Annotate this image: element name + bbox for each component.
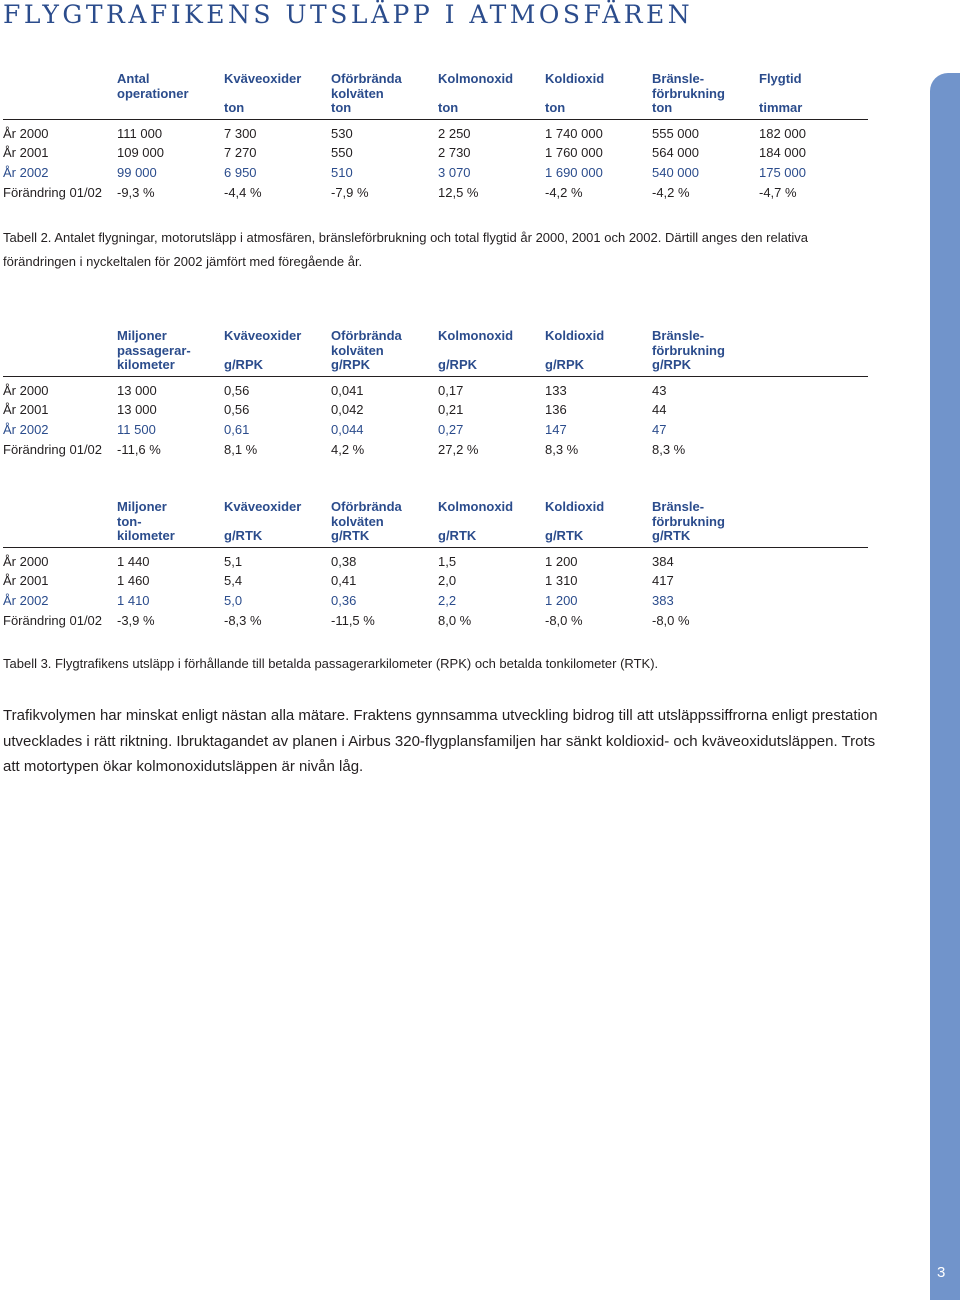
table-row [3,143,868,163]
table-cell: 550 [331,145,353,161]
table-cell: 12,5 % [438,184,479,200]
table-cell: 0,56 [224,382,250,398]
header-row [3,329,868,376]
table-cell: -4,2 % [652,184,690,200]
column-header [438,500,545,547]
table-cell: 3 070 [438,164,471,180]
header-row [3,72,868,119]
row-label: År 2001 [3,573,49,589]
table-cell: 1,5 [438,553,457,569]
column-header-line2 [545,87,652,102]
column-header-line2: kolväten [331,513,384,529]
column-header-line3: g/RPK [652,357,691,372]
table-cell [759,611,868,631]
table-cell: 111 000 [117,125,163,141]
column-header [117,500,224,547]
column-header-line3: g/RPK [438,357,477,372]
column-header-line1: Miljoner [117,328,167,343]
table-cell: 44 [652,402,667,418]
table-cell: -3,9 % [117,612,155,628]
column-header-line2 [224,515,331,530]
column-header-line2 [438,87,545,102]
table-cell: 4,2 % [331,441,365,457]
column-header-line1: Miljoner [117,499,167,514]
column-header-line2 [545,515,652,530]
table-cell: 5,4 [224,573,243,589]
column-header-line3: kilometer [117,528,175,543]
table-cell: 2,2 [438,592,457,608]
header-cell-blank [3,329,117,376]
column-header-line3: g/RPK [224,357,263,372]
table-cell: 530 [331,125,353,141]
table-cell: 0,27 [438,421,464,437]
table-cell: 0,56 [224,402,250,418]
column-header-line2: förbrukning [652,342,725,358]
table-cell [759,591,868,611]
table-cell: -4,7 % [759,184,797,200]
table-cell: 43 [652,382,667,398]
column-header-line1: Flygtid [759,71,802,86]
table-cell: 13 000 [117,382,157,398]
column-header [224,72,331,119]
column-header [438,329,545,376]
column-header [224,500,331,547]
table-cell: 5,0 [224,592,243,608]
column-header [224,329,331,376]
table-cell: 1 200 [545,592,578,608]
table-cell: 555 000 [652,125,699,141]
column-header-line1: Kolmonoxid [438,499,514,514]
table-cell: 2,0 [438,573,457,589]
row-label: År 2000 [3,553,49,569]
column-header-line2 [438,515,545,530]
table-cell: 2 250 [438,125,471,141]
column-header-line3: g/RTK [438,528,477,543]
column-header-line3 [117,101,224,116]
table-row [3,571,868,591]
table-cell [759,440,868,460]
column-header-line1: Koldioxid [545,499,605,514]
column-header-line3: g/RTK [331,528,370,543]
table-cell: 8,1 % [224,441,258,457]
table-cell: 1 760 000 [545,145,603,161]
table-cell: 540 000 [652,164,699,180]
row-label: År 2002 [3,164,49,180]
table-row [3,440,868,460]
table-cell: 2 730 [438,145,471,161]
row-label: År 2000 [3,125,49,141]
table-cell: 147 [545,421,567,437]
table-cell: 1 410 [117,592,150,608]
table-cell: 564 000 [652,145,699,161]
table-row [3,611,868,631]
column-header-line1: Bränsle- [652,499,705,514]
table-cell [759,376,868,400]
table-cell: 417 [652,573,674,589]
column-header-line3: g/RTK [224,528,263,543]
table-cell: -11,6 % [117,441,161,457]
column-header-line3: g/RPK [331,357,370,372]
table-row [3,420,868,440]
column-header-line2 [224,344,331,359]
table-cell: 8,0 % [438,612,472,628]
table-cell: 510 [331,164,353,180]
table-cell: 0,41 [331,573,357,589]
table-row [3,591,868,611]
table-row [3,183,868,203]
column-header-line3: ton [331,100,352,115]
table-cell: 1 690 000 [545,164,603,180]
column-header-line1: Bränsle- [652,328,705,343]
column-header [438,72,545,119]
table-cell: 175 000 [759,164,806,180]
column-header-line2: passagerar- [117,342,191,358]
column-header-line2: operationer [117,85,189,101]
table-cell: 0,042 [331,402,364,418]
column-header-line3: kilometer [117,357,175,372]
table-row [3,376,868,400]
table-cell: 5,1 [224,553,243,569]
column-header-line2 [224,87,331,102]
table-cell: -7,9 % [331,184,369,200]
column-header-line1: Bränsle- [652,71,705,86]
header-cell-blank [759,500,868,547]
table-cell: 0,61 [224,421,250,437]
column-header-line3: g/RTK [652,528,691,543]
table-cell: -11,5 % [331,612,375,628]
table-3-rpk [3,329,868,459]
column-header [759,72,868,119]
table-2 [3,72,868,202]
column-header-line3: ton [224,100,245,115]
column-header [652,72,759,119]
table-cell: -8,3 % [224,612,262,628]
table-cell: 1 310 [545,573,578,589]
header-row [3,500,868,547]
side-accent-bar [930,73,960,1300]
column-header-line2: förbrukning [652,513,725,529]
table-cell: -9,3 % [117,184,155,200]
column-header [652,329,759,376]
table-row [3,400,868,420]
table-cell: 0,17 [438,382,464,398]
column-header [331,72,438,119]
table-cell: 0,36 [331,592,357,608]
body-paragraph: Trafikvolymen har minskat enligt nästan alla mätare. Fraktens gynnsamma utveckling bidrog till att utsläppssiffrorna enligt prestation utvecklades i rätt riktning. Ibruktagandet av planen i Airbus 320-flygplansfamiljen har sänkt koldioxid- och kväveoxidutsläppen. Trots att motortypen ökar kolmonoxidutsläppen är nivån låg. [3,707,878,775]
row-label: År 2000 [3,382,49,398]
row-label: År 2001 [3,145,49,161]
page-title: FLYGTRAFIKENS UTSLÄPP I ATMOSFÄREN [3,0,694,29]
table-cell: 47 [652,421,667,437]
column-header-line1: Kolmonoxid [438,328,514,343]
column-header-line2: ton- [117,513,142,529]
table-cell: -8,0 % [545,612,583,628]
table-cell [759,547,868,571]
table-cell: 7 270 [224,145,257,161]
table-row [3,547,868,571]
table-cell: 1 460 [117,573,150,589]
table-2-caption: Tabell 2. Antalet flygningar, motorutsläpp i atmosfären, bränsleförbrukning och total flygtid år 2000, 2001 och 2002. Därtill anges den relativa förändringen i nyckeltalen för 2002 jämfört med föregående år. [3,230,809,269]
column-header-line3: ton [438,100,459,115]
row-label: År 2002 [3,421,49,437]
column-header [652,500,759,547]
table-cell [759,400,868,420]
column-header [117,329,224,376]
row-label: Förändring 01/02 [3,441,103,457]
column-header-line1: Koldioxid [545,328,605,343]
column-header-line1: Oförbrända [331,71,402,86]
table-cell: 1 740 000 [545,125,603,141]
column-header-line1: Oförbrända [331,328,402,343]
header-cell-blank [759,329,868,376]
table-cell: 0,38 [331,553,357,569]
table-cell: 8,3 % [545,441,579,457]
column-header [331,329,438,376]
table-row [3,119,868,143]
table-cell: 136 [545,402,567,418]
table-cell: 384 [652,553,674,569]
table-3-caption: Tabell 3. Flygtrafikens utsläpp i förhållande till betalda passagerarkilometer (RPK) och betalda tonkilometer (RTK). [3,656,659,671]
column-header-line2 [438,344,545,359]
table-cell [759,571,868,591]
column-header-line1: Kolmonoxid [438,71,514,86]
row-label: Förändring 01/02 [3,184,103,200]
column-header [545,500,652,547]
header-cell-blank [3,500,117,547]
header-cell-blank [3,72,117,119]
table-cell: 184 000 [759,145,806,161]
table-cell: 99 000 [117,164,157,180]
table-cell: 133 [545,382,567,398]
row-label: År 2002 [3,592,49,608]
column-header-line2: förbrukning [652,85,725,101]
table-cell: -8,0 % [652,612,690,628]
table-cell [759,420,868,440]
column-header-line2 [759,87,868,102]
column-header-line2: kolväten [331,342,384,358]
column-header [117,72,224,119]
column-header-line3: g/RTK [545,528,584,543]
page-number: 3 [937,1264,946,1281]
table-cell: 1 440 [117,553,150,569]
table-cell: 8,3 % [652,441,686,457]
table-cell: 6 950 [224,164,257,180]
column-header [545,329,652,376]
table-cell: 0,041 [331,382,364,398]
column-header-line1: Koldioxid [545,71,605,86]
column-header [545,72,652,119]
table-cell: 383 [652,592,674,608]
table-cell: 7 300 [224,125,257,141]
table-cell: 13 000 [117,402,157,418]
table-cell: 27,2 % [438,441,479,457]
column-header-line2: kolväten [331,85,384,101]
column-header-line1: Kväveoxider [224,71,302,86]
table-cell: 0,21 [438,402,464,418]
column-header-line2 [545,344,652,359]
column-header-line1: Oförbrända [331,499,402,514]
table-row [3,163,868,183]
column-header-line3: g/RPK [545,357,584,372]
column-header-line1: Kväveoxider [224,328,302,343]
table-cell: 1 200 [545,553,578,569]
column-header-line3: ton [545,100,566,115]
table-cell: -4,2 % [545,184,583,200]
row-label: Förändring 01/02 [3,612,103,628]
table-cell: 0,044 [331,421,364,437]
column-header [331,500,438,547]
column-header-line1: Antal [117,71,150,86]
table-3-rtk [3,500,868,630]
column-header-line3: ton [652,100,673,115]
column-header-line1: Kväveoxider [224,499,302,514]
table-cell: 11 500 [117,421,156,437]
table-cell: 182 000 [759,125,806,141]
table-cell: -4,4 % [224,184,262,200]
column-header-line3: timmar [759,100,803,115]
row-label: År 2001 [3,402,49,418]
table-cell: 109 000 [117,145,164,161]
